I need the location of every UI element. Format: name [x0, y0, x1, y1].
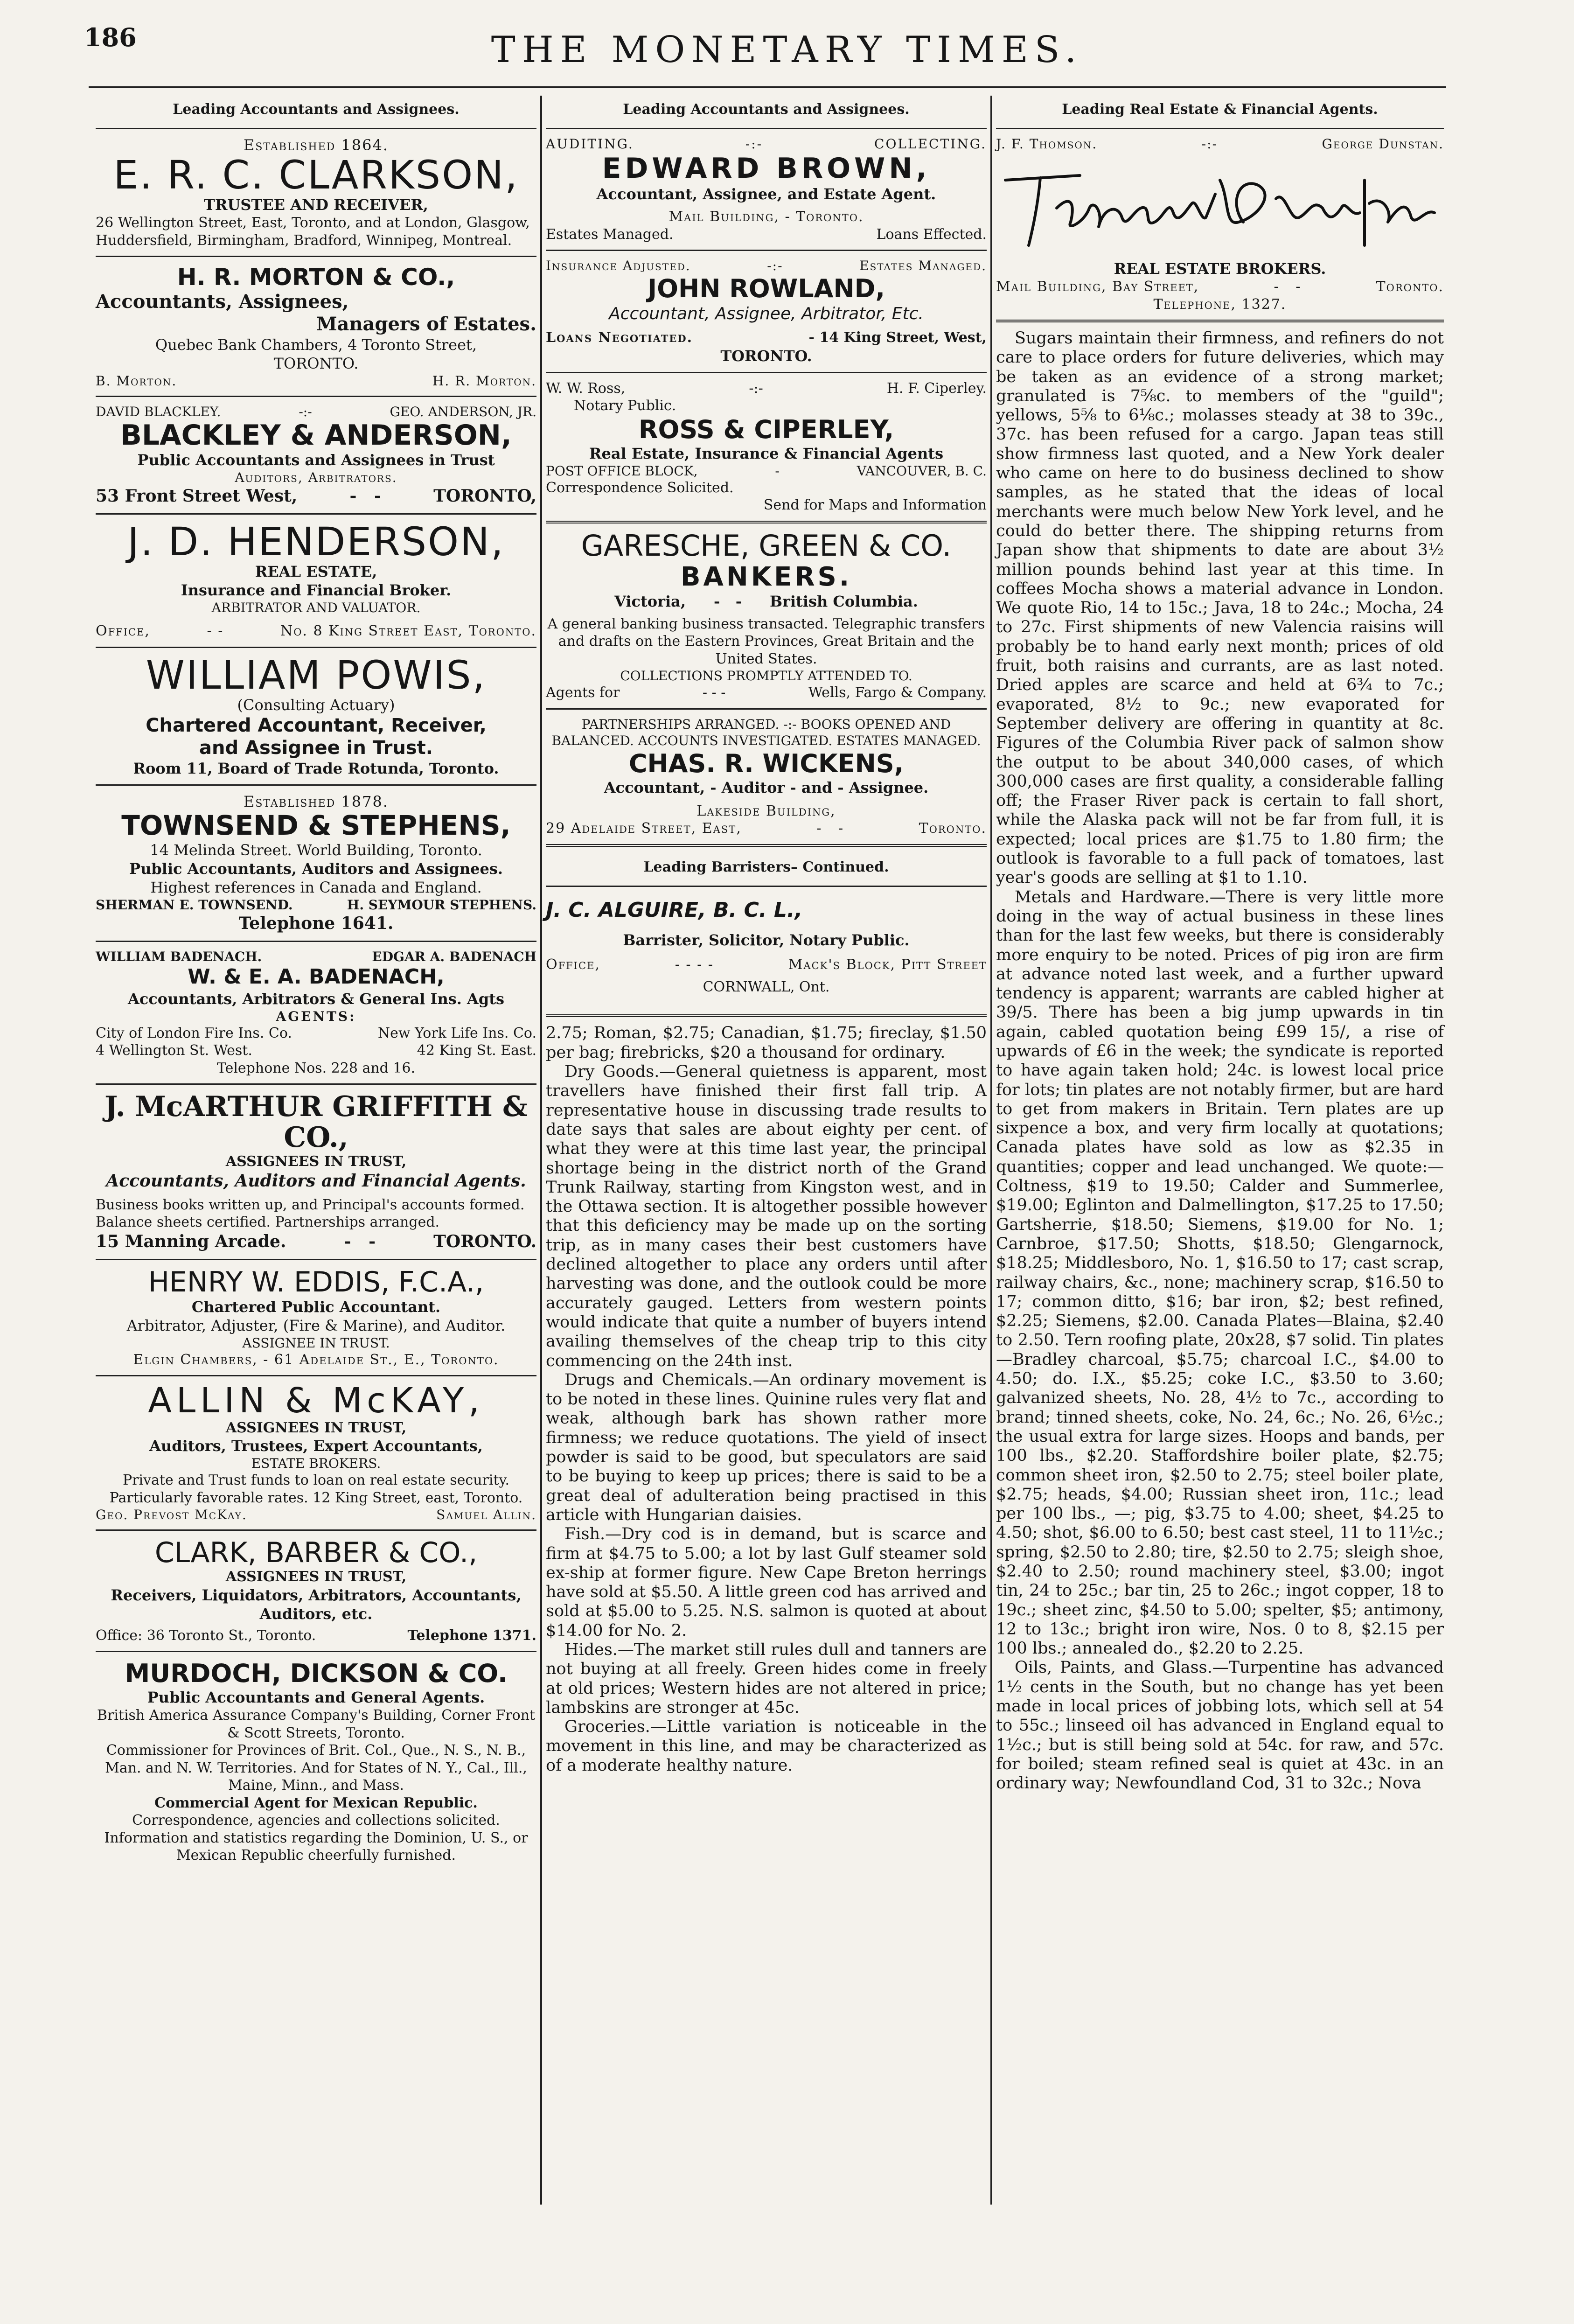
firm-name: ALLIN & McKAY,: [148, 1381, 484, 1421]
ad-griffith: J. McARTHUR GRIFFITH & CO., ASSIGNEES IN TRUST, Accountants, Auditors and Financial Agents. Business books written up, and Principal's accounts formed. Balance sheets certified. Partnerships arranged. 15 Manning Arcade. - - TORONTO.: [96, 1090, 536, 1251]
signature-thomson-dunstan: [996, 152, 1444, 259]
ad-henderson: J. D. HENDERSON, REAL ESTATE, Insurance and Financial Broker. ARBITRATOR AND VALUATOR. Office, - - No. 8 King Street East, Toronto.: [96, 519, 536, 640]
ad-blackley: DAVID BLACKLEY. -:- GEO. ANDERSON, JR. BLACKLEY & ANDERSON, Public Accountants and Assignees in Trust Auditors, Arbitrators. 53 Front Street West, - - TORONTO,: [96, 404, 536, 506]
firm-name: W. & E. A. BADENACH,: [188, 964, 445, 989]
ad-brown: AUDITING. -:- COLLECTING. EDWARD BROWN, Accountant, Assignee, and Estate Agent. Mail Building, - Toronto. Estates Managed. Loans Effected.: [546, 136, 987, 243]
ad-garesche: GARESCHE, GREEN & CO. BANKERS. Victoria, - - British Columbia. A general banking business transacted. Telegraphic transfers and drafts on the Eastern Provinces, Great Britain and the United States. COLLECTIONS PROMPTLY ATTENDED TO. Agents for - - - Wells, Fargo & Company.: [546, 528, 987, 701]
ad-murdoch: MURDOCH, DICKSON & CO. Public Accountants and General Agents. British America Assurance Company's Building, Corner Front & Scott Streets, Toronto. Commissioner for Provinces of Brit. Col., Que., N. S., N. B., Man. and N. W. Territories. And for States of N. Y., Cal., Ill., Maine, Minn., and Mass. Commercial Agent for Mexican Republic. Correspondence, agencies and collections solicited. Information and statistics regarding the Dominion, U. S., or Mexican Republic cheerfully furnished.: [96, 1659, 536, 1864]
firm-name: CHAS. R. WICKENS,: [628, 748, 904, 778]
firm-name: H. R. MORTON & CO.,: [177, 264, 455, 291]
ad-eddis: HENRY W. EDDIS, F.C.A., Chartered Public Accountant. Arbitrator, Adjuster, (Fire & Marine), and Auditor. ASSIGNEE IN TRUST. Elgin Chambers, - 61 Adelaide St., E., Toronto.: [96, 1267, 536, 1369]
market-report-right: Sugars maintain their firmness, and refiners do not care to place orders for future deliveries, which may be taken as an evidence of a strong market; granulated is 7⅝c. to members of the "guild"; yellows, 5⅝ to 6⅛c.; molasses steady at 38 to 39c., 37c. has been refused for a cargo. Japan teas still show firmness last quoted, and a New York dealer who came on here to do business declined to show samples, as he stated that the ideas of local merchants were much below New York level, and he could do better there. The shipping returns from Japan show that shipments to date are about 3½ million pounds behind last year at this time. In coffees Mocha shows a material advance in London. We quote Rio, 14 to 15c.; Java, 18 to 24c.; Mocha, 24 to 27c. First shipments of new Valencia raisins will probably be to hand early next month; prices of old fruit, both raisins and currants, are as last noted. Dried apples are scarce and held at 6¾ to 7c.; evaporated, 8½ to 9c.; new evaporated for September delivery are offering in quantity at 8c. Figures of the Columbia River pack of salmon show the output to be about 340,000 cases, of which 300,000 cases are first quality, a considerable falling off; the Fraser River pack is certain to fall short, while the Alaska pack will not be far from full, it is expected; local prices are $1.75 to 1.80 firm; the outlook is favorable to a full pack of tomatoes, last year's goods are selling at $1 to 1.10. Metals and Hardware.—There is very little more doing in the way of actual business in these lines than for the last few weeks, but there is considerably more enquiry to be noted. Prices of pig iron are firm at advance noted last week, and a further upward tendency is apparent; warrants are cabled higher at 39/5. There has been a big jump upwards in tin again, cabled quotation being £99 15/, a rise of upwards of £6 in the week; the syndicate is reported to have again taken hold; 24c. is lowest local price for lots; tin plates are not notably firmer, but are hard to get from makers in Britain. Tern plates are up sixpence a box, and very firm locally at quotations; Canada plates have sold as low as $2.35 in quantities; copper and lead unchanged. We quote:—Coltness, $19 to 19.50; Calder and Summerlee, $19.00; Eglinton and Dalmellington, $17.25 to 17.50; Gartsherrie, $18.50; Siemens, $19.00 for No. 1; Carnbroe, $17.50; Shotts, $18.50; Glengarnock, $18.25; Middlesboro, No. 1, $16.50 to 17; cast scrap, railway chairs, &c., none; machinery scrap, $16.50 to 17; common ditto, $16; bar iron, $2; best refined, $2.25; Siemens, $2.00. Canada Plates—Blaina, $2.40 to 2.50. Tern roofing plate, 20x28, $7 solid. Tin plates—Bradley charcoal, $5.75; charcoal I.C., $4.00 to 4.50; do. I.X., $5.25; coke I.C., $3.50 to 3.60; galvanized sheets, No. 28, 4½ to 7c., according to brand; tinned sheets, coke, No. 24, 6c.; No. 26, 6½c.; the usual extra for large sizes. Hoops and bands, per 100 lbs., $2.20. Staffordshire boiler plate, $2.75; common sheet iron, $2.50 to 2.75; steel boiler plate, $2.75; heads, $4.00; Russian sheet iron, 11c.; lead per 100 lbs., —; pig, $3.75 to 4.00; sheet, $4.25 to 4.50; shot, $6.00 to 6.50; best cast steel, 11 to 11½c.; spring, $2.50 to 2.80; tire, $2.50 to 2.75; sleigh shoe, $2.40 to 2.50; round machinery steel, $3.00; ingot tin, 24 to 25c.; bar tin, 25 to 26c.; ingot copper, 18 to 19c.; sheet zinc, $4.50 to 5.00; spelter, $5; antimony, 12 to 13c.; bright iron wire, Nos. 0 to 8, $2.15 per 100 lbs.; annealed do., $2.20 to 2.25. Oils, Paints, and Glass.—Turpentine has advanced 1½ cents in the South, but no change has yet been made in local prices of jobbing lots, which sell at 54 to 55c.; linseed oil has advanced in England equal to 1½c.; but is still being sold at 54c. for raw, and 57c. for boiled; steam refined seal is quiet at 43c. in an ordinary way; Newfoundland Cod, 31 to 32c.; Nova: [996, 329, 1444, 1793]
column-left: [96, 96, 536, 1864]
ad-allin: ALLIN & McKAY, ASSIGNEES IN TRUST, Auditors, Trustees, Expert Accountants, ESTATE BROKERS. Private and Trust funds to loan on real estate security. Particularly favorable rates. 12 King Street, east, Toronto. Geo. Prevost McKay. Samuel Allin.: [96, 1381, 536, 1523]
section-heading-barristers: Leading Barristers– Continued.: [643, 858, 889, 875]
ad-wickens: PARTNERSHIPS ARRANGED. -:- BOOKS OPENED AND BALANCED. ACCOUNTS INVESTIGATED. ESTATES MANAGED. CHAS. R. WICKENS, Accountant, - Auditor - and - Assignee. Lakeside Building, 29 Adelaide Street, East, - - Toronto.: [546, 716, 987, 837]
ad-ross-ciperley: W. W. Ross, -:- H. F. Ciperley. Notary Public. ROSS & CIPERLEY, Real Estate, Insurance & Financial Agents POST OFFICE BLOCK, - VANCOUVER, B. C. Correspondence Solicited. Send for Maps and Information: [546, 380, 987, 513]
column-divider-1: [540, 96, 542, 2205]
ad-powis: WILLIAM POWIS, (Consulting Actuary) Chartered Accountant, Receiver, and Assignee in Trust. Room 11, Board of Trade Rotunda, Toronto.: [96, 655, 536, 778]
firm-name: CLARK, BARBER & CO.,: [154, 1536, 478, 1570]
firm-name: E. R. C. CLARKSON,: [113, 152, 519, 198]
section-heading: Leading Real Estate & Financial Agents.: [1062, 101, 1378, 118]
firm-name: TOWNSEND & STEPHENS,: [121, 810, 511, 842]
firm-name: MURDOCH, DICKSON & CO.: [125, 1659, 508, 1689]
masthead-rule: [89, 86, 1446, 88]
section-heading: Leading Accountants and Assignees.: [173, 101, 460, 118]
firm-name: JOHN ROWLAND,: [648, 274, 885, 303]
firm-name: J. D. HENDERSON,: [127, 519, 505, 565]
ad-clarkson: Established 1864. E. R. C. CLARKSON, TRUSTEE AND RECEIVER, 26 Wellington Street, East, Toronto, and at London, Glasgow, Huddersfield, Birmingham, Bradford, Winnipeg, Montreal.: [96, 136, 536, 249]
ad-thomson-dunstan: J. F. Thomson. -:- George Dunstan. REAL ESTATE BROKERS. Mail Building, Bay Street, - - Toronto. Telephone, 1327.: [996, 136, 1444, 313]
firm-name: WILLIAM POWIS,: [146, 652, 487, 698]
ad-rowland: Insurance Adjusted. -:- Estates Managed. JOHN ROWLAND, Accountant, Assignee, Arbitrator, Etc. Loans Negotiated. - 14 King Street, West, TORONTO.: [546, 258, 987, 365]
section-heading: Leading Accountants and Assignees.: [623, 101, 910, 118]
ad-townsend: Established 1878. TOWNSEND & STEPHENS, 14 Melinda Street. World Building, Toronto. Public Accountants, Auditors and Assignees. Highest references in Canada and England. SHERMAN E. TOWNSEND. H. SEYMOUR STEPHENS. Telephone 1641.: [96, 793, 536, 933]
column-middle: [546, 96, 987, 1775]
page-number: 186: [84, 22, 137, 52]
market-report-middle: 2.75; Roman, $2.75; Canadian, $1.75; fireclay, $1.50 per bag; firebricks, $20 a thousand for ordinary. Dry Goods.—General quietness is apparent, most travellers have finished their first fall trip. A representative house in discussing trade results to date says that sales are about eighty per cent. of what they were at this time last year, the principal shortage being in the district north of the Grand Trunk Railway, starting from Kingston west, and in the Ottawa section. It is altogether possible however that this deficiency may be made up on the sorting trip, as in many cases their best customers have declined altogether to place any orders until after harvesting was done, and the outlook could be more accurately gauged. Letters from western points would indicate that quite a number of buyers intend availing themselves of the cheap trip to this city commencing on the 24th inst. Drugs and Chemicals.—An ordinary movement is to be noted in these lines. Quinine rules very flat and weak, although bark has shown rather more firmness; we reduce quotations. The yield of insect powder is said to be good, but speculators are said to be buying to keep up prices; there is said to be a great deal of adulteration being practised in this article with Hungarian daisies. Fish.—Dry cod is in demand, but is scarce and firm at $4.75 to 5.00; a lot by last Gulf steamer sold ex-ship at former figure. New Cape Breton herrings have sold at $5.50. A little green cod has arrived and sold at $5.00 to 5.25. N.S. salmon is quoted at about $14.00 for No. 2. Hides.—The market still rules dull and tanners are not buying at all freely. Green hides come in freely at old prices; Western hides are not altered in price; lambskins are stronger at 45c. Groceries.—Little variation is noticeable in the movement in this line, and may be characterized as of a moderate healthy nature.: [546, 1024, 987, 1775]
ad-morton: H. R. MORTON & CO., Accountants, Assignees, Managers of Estates. Quebec Bank Chambers, 4 Toronto Street, TORONTO. B. Morton. H. R. Morton.: [96, 264, 536, 389]
ad-badenach: WILLIAM BADENACH. EDGAR A. BADENACH W. & E. A. BADENACH, Accountants, Arbitrators & General Ins. Agts AGENTS: City of London Fire Ins. Co. New York Life Ins. Co. 4 Wellington St. West. 42 King St. East. Telephone Nos. 228 and 16.: [96, 949, 536, 1076]
masthead-title: THE MONETARY TIMES.: [491, 29, 1083, 71]
ad-alguire: J. C. ALGUIRE, B. C. L., Barrister, Solicitor, Notary Public. Office, - - - - Mack's Block, Pitt Street CORNWALL, Ont.: [546, 898, 987, 995]
column-divider-2: [990, 96, 992, 2205]
column-right: [996, 96, 1444, 1794]
firm-name: EDWARD BROWN,: [602, 152, 931, 185]
firm-name: GARESCHE, GREEN & CO.: [581, 528, 952, 563]
firm-name: BLACKLEY & ANDERSON,: [120, 419, 512, 452]
firm-name: J. McARTHUR GRIFFITH & CO.,: [104, 1090, 528, 1154]
firm-name: HENRY W. EDDIS, F.C.A.,: [148, 1265, 484, 1298]
firm-name: ROSS & CIPERLEY,: [638, 414, 894, 444]
ad-clark-barber: CLARK, BARBER & CO., ASSIGNEES IN TRUST, Receivers, Liquidators, Arbitrators, Accountants, Auditors, etc. Office: 36 Toronto St., Toronto. Telephone 1371.: [96, 1536, 536, 1644]
firm-name: J. C. ALGUIRE, B. C. L.,: [546, 898, 803, 922]
